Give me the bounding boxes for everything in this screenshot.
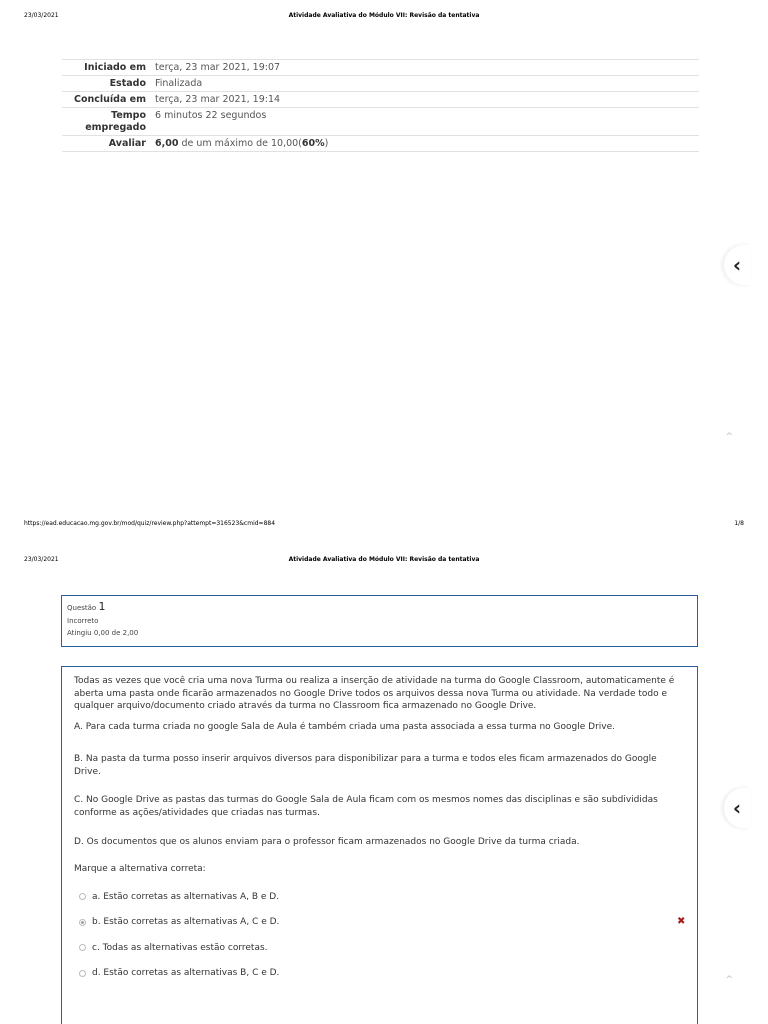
grade-label: Avaliar xyxy=(108,138,146,149)
statement-c: C. No Google Drive as pastas das turmas do Google Sala de Aula ficam com os mesmos nomes das disciplinas e são subdivididas conforme as ações/atividades que criadas nas turmas. xyxy=(74,795,658,818)
summary-row-time xyxy=(62,107,699,135)
statement-d: D. Os documentos que os alunos enviam para o professor ficam armazenados no Google Drive da turma criada. xyxy=(74,837,580,847)
time-label xyxy=(62,110,155,134)
print-date: 23/03/2021 xyxy=(24,12,59,19)
answer-option-b[interactable] xyxy=(74,910,685,936)
question-status: Incorreto xyxy=(67,617,99,625)
statement-a: A. Para cada turma criada no google Sala de Aula é também criada uma pasta associada a essa turma no Google Drive. xyxy=(74,721,615,732)
print-title: Atividade Avaliativa do Módulo VII: Revisão da tentativa xyxy=(288,12,480,19)
question-number-value: 1 xyxy=(98,600,106,613)
question-number xyxy=(67,600,692,613)
time-label-line1: Tempo xyxy=(111,110,146,121)
print-date-page2: 23/03/2021 xyxy=(24,556,59,563)
started-label: Iniciado em xyxy=(84,62,146,73)
answer-option-d[interactable] xyxy=(74,961,685,987)
question-label: Questão xyxy=(67,604,99,612)
incorrect-x-icon: ✖ xyxy=(677,916,686,927)
radio-a[interactable] xyxy=(79,893,86,900)
answer-option-c-label: c. Todas as alternativas estão corretas. xyxy=(92,942,268,953)
time-label-line2: empregado xyxy=(85,122,146,133)
answer-option-c[interactable] xyxy=(74,935,685,961)
grade-percent: 60% xyxy=(301,138,325,149)
summary-row-state xyxy=(62,75,699,91)
radio-d[interactable] xyxy=(79,970,86,977)
radio-c[interactable] xyxy=(79,944,86,951)
scroll-top-caret-icon-page2[interactable]: ^ xyxy=(725,975,733,985)
grade-score: 6,00 xyxy=(155,138,179,149)
state-label: Estado xyxy=(109,78,146,89)
summary-row-completed xyxy=(62,91,699,107)
grade-close-paren: ) xyxy=(324,138,329,149)
print-page-number: 1/8 xyxy=(734,520,744,527)
summary-row-grade xyxy=(62,135,699,152)
answer-option-b-label: b. Estão corretas as alternativas A, C e D. xyxy=(92,917,280,927)
scroll-top-caret-icon[interactable]: ^ xyxy=(725,432,733,442)
grade-value xyxy=(155,138,699,150)
print-title-page2: Atividade Avaliativa do Módulo VII: Revisão da tentativa xyxy=(288,556,480,563)
drawer-toggle-chevron-left-icon[interactable]: ‹ xyxy=(724,245,750,285)
summary-row-started xyxy=(62,59,699,75)
question-content xyxy=(61,666,698,1024)
print-url: https://ead.educacao.mg.gov.br/mod/quiz/review.php?attempt=316523&cmid=884 xyxy=(24,520,276,527)
completed-label: Concluída em xyxy=(73,94,146,105)
state-value: Finalizada xyxy=(155,78,203,89)
drawer-toggle-chevron-left-icon-page2[interactable]: ‹ xyxy=(724,788,750,828)
grade-max-text: de um máximo de 10,00( xyxy=(178,138,302,149)
attempt-summary-table xyxy=(62,59,699,152)
question-prompt: Marque a alternativa correta: xyxy=(74,863,206,874)
answer-option-d-label: d. Estão corretas as alternativas B, C e D. xyxy=(92,968,280,978)
time-value: 6 minutos 22 segundos xyxy=(155,110,267,121)
question-score: Atingiu 0,00 de 2,00 xyxy=(67,629,139,637)
answer-option-a[interactable] xyxy=(74,884,685,910)
started-value: terça, 23 mar 2021, 19:07 xyxy=(155,62,281,73)
statement-b: B. Na pasta da turma posso inserir arquivos diversos para disponibilizar para a turma e todos eles ficam armazenados do Google Drive. xyxy=(74,754,657,777)
radio-b-selected[interactable] xyxy=(79,919,86,926)
question-intro: Todas as vezes que você cria uma nova Turma ou realiza a inserção de atividade na turma do Google Classroom, automaticamente é aberta uma pasta onde ficarão armazenados no Google Drive todos os arquivos dessa nova Turma ou atividade. Na verdade todo e qualquer arquivo/documento criado através da turma no Classroom fica armazenado no Google Drive. xyxy=(74,676,675,711)
answer-option-a-label: a. Estão corretas as alternativas A, B e D. xyxy=(92,891,280,902)
completed-value: terça, 23 mar 2021, 19:14 xyxy=(155,94,281,105)
question-info-box xyxy=(61,595,698,647)
